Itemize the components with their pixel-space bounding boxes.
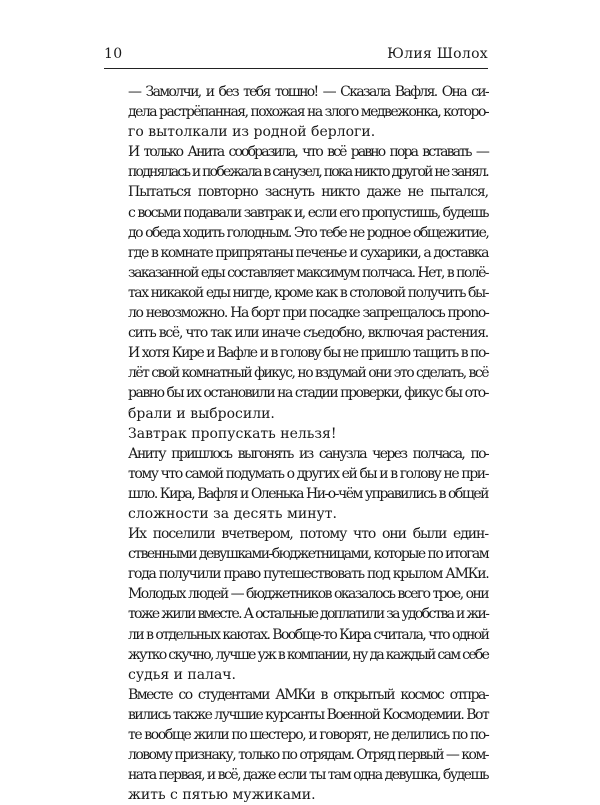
text-line: тах никакой еды нигде, кроме как в столовой получить бы- [128,284,488,301]
text-line: вились также лучшие курсанты Военной Космодемии. Вот [128,706,489,723]
running-header [104,46,488,62]
author-name: Юлия Шолох [387,46,488,62]
text-line: И хотя Кире и Вафле и в голову бы не пришло тащить в по- [128,345,489,362]
text-line: до обеда ходить голодным. Это тебе не родное общежитие, [128,224,489,241]
text-line: го вытолкали из родной берлоги. [128,124,376,141]
text-line: Вместе со студентами АМКи в открытый космос отпра- [128,686,488,703]
text-line: равно бы их остановили на стадии проверки, фикус бы ото- [128,385,488,402]
text-line: жутко скучно, лучше уж в компании, ну да каждый сам себе [128,646,489,663]
text-line: Аниту пришлось выгонять из санузла через полчаса, по- [128,445,488,462]
text-line: судья и палач. [128,666,237,683]
page-number: 10 [104,46,123,62]
text-line: года получили право путешествовать под крылом АМКи. [128,566,489,583]
text-line: тому что самой подумать о других ей бы и в голову не при- [128,465,488,482]
paragraph [104,444,488,524]
text-line: сить всё, что так или иначе съедобно, включая растения. [128,325,488,342]
text-line: — Замолчи, и без тебя тошно! — Сказала Вафля. Она си- [128,84,488,100]
paragraph [104,182,488,423]
text-line: И только Анита сообразила, что всё равно пора вставать — [128,144,488,161]
text-line: лёт свой комнатный фикус, но вздумай они это сделать, всё [128,365,488,382]
text-line: ната первая, и всё, даже если ты там одна девушка, будешь [128,767,489,784]
paragraph [104,142,488,182]
text-line: жить с пятью мужиками. [128,787,316,804]
text-line: тоже жили вместе. А остальные доплатили за удобства и жи- [128,606,489,623]
text-line: где в комнате припрятаны печенье и сухарики, а доставка [128,244,488,261]
text-line: заказанной еды составляет максимум полчаса. Нет, в полё- [128,264,488,281]
paragraph [104,424,488,444]
text-line: поднялась и побежала в санузел, пока никто другой не занял. [128,164,488,181]
paragraph [104,82,488,142]
text-line: дела растрёпанная, похожая на злого медвежонка, которо- [128,104,489,121]
text-line: Завтрак пропускать нельзя! [128,425,337,442]
paragraph [104,524,488,685]
text-line: ли в отдельных каютах. Вообще-то Кира считала, что одной [128,626,489,643]
paragraph [104,685,488,805]
text-line: брали и выбросили. [128,405,275,422]
text-line: сложности за десять минут. [128,505,337,522]
text-line: ственными девушками-бюджетницами, которые по итогам [128,546,489,563]
body-text [104,82,488,805]
text-line: Молодых людей — бюджетников оказалось всего трое, они [128,586,489,603]
text-line: ло невозможно. На борт при посадке запрещалось прono- [128,305,489,322]
text-line: Пытаться повторно заснуть никто даже не пытался, [128,184,488,201]
text-line: шло. Кира, Вафля и Оленька Ни-о-чём управились в общей [128,485,488,502]
text-line: ловому признаку, только по отрядам. Отряд первый — ком- [128,747,489,764]
text-line: Их поселили вчетвером, потому что они были един- [128,526,488,543]
text-line: с восьми подавали завтрак и, если его пропустишь, будешь [128,204,488,221]
text-line: те вообще жили по шестеро, и говорят, не делились по по- [128,727,489,743]
header-rule [104,68,488,69]
